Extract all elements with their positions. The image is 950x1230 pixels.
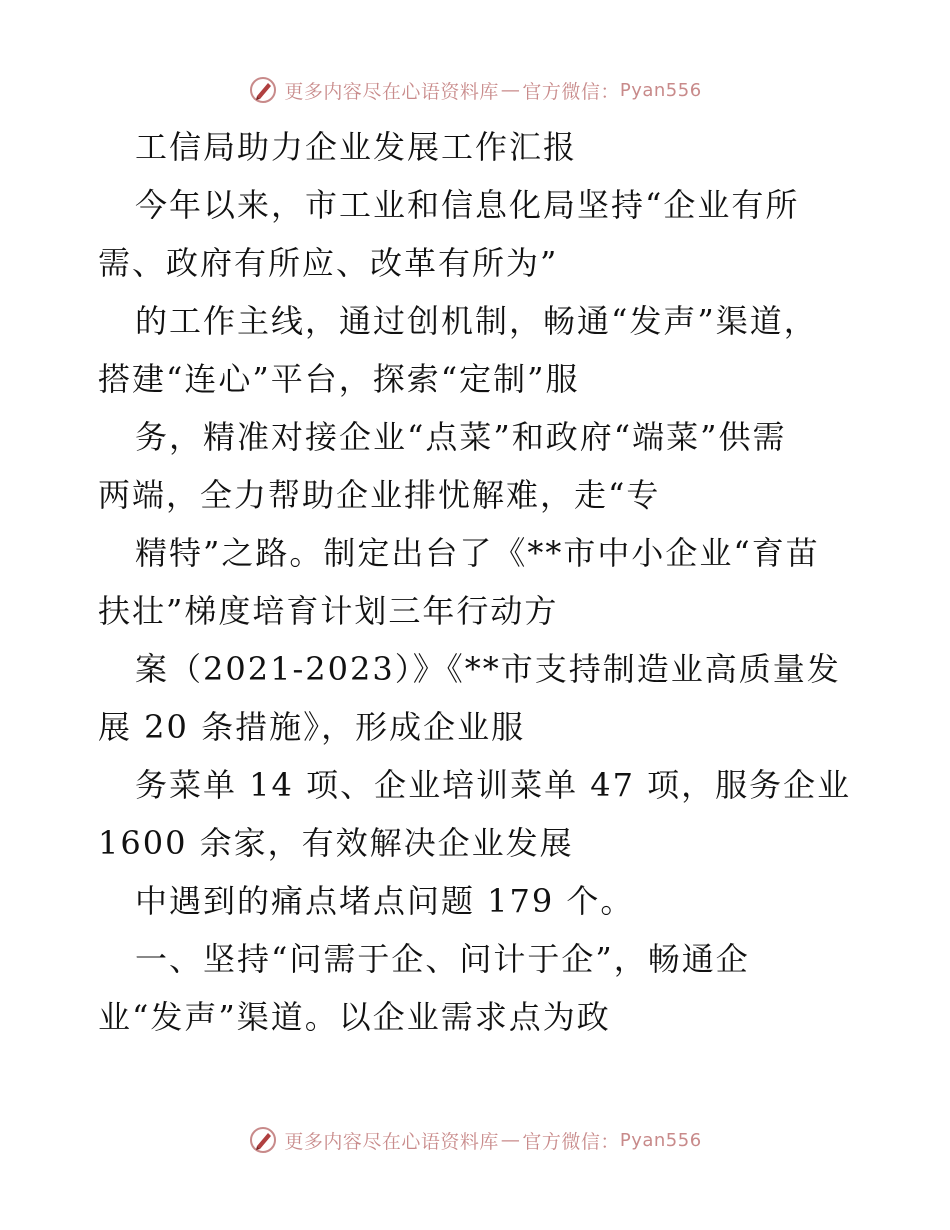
watermark-id: Pyan556 — [619, 1129, 702, 1151]
paragraph-line: 中遇到的痛点堵点问题 179 个。 — [135, 882, 635, 920]
pen-logo-icon — [248, 1125, 278, 1155]
watermark-text: 更多内容尽在心语资料库 — [284, 80, 499, 103]
paragraph-line: 务，精准对接企业“点菜”和政府“端菜”供需 — [135, 418, 787, 456]
paragraph-line: 扶壮”梯度培育计划三年行动方 — [98, 592, 559, 630]
pen-logo-icon — [248, 75, 278, 105]
watermark-label: 官方微信： — [522, 1130, 620, 1153]
watermark-id: Pyan556 — [619, 79, 702, 101]
paragraph-line: 需、政府有所应、改革有所为” — [98, 244, 559, 282]
watermark-text: 更多内容尽在心语资料库 — [284, 1130, 499, 1153]
paragraph-line: 1600 余家，有效解决企业发展 — [98, 824, 574, 862]
paragraph-line: 精特”之路。制定出台了《**市中小企业“育苗 — [135, 534, 820, 572]
paragraph-line: 两端，全力帮助企业排忧解难，走“专 — [98, 476, 661, 514]
paragraph-line: 案（2021-2023）》《**市支持制造业高质量发 — [135, 650, 841, 688]
watermark-label: 官方微信： — [522, 80, 620, 103]
watermark-footer — [0, 1120, 950, 1160]
paragraph-line: 展 20 条措施》，形成企业服 — [98, 708, 526, 746]
watermark-separator: — — [500, 1129, 521, 1151]
paragraph-line: 业“发声”渠道。以企业需求点为政 — [98, 998, 611, 1036]
paragraph-line: 搭建“连心”平台，探索“定制”服 — [98, 360, 580, 398]
paragraph-line: 的工作主线，通过创机制，畅通“发声”渠道， — [135, 302, 818, 340]
watermark-separator: — — [500, 79, 521, 101]
paragraph-line: 务菜单 14 项、企业培训菜单 47 项，服务企业 — [135, 766, 852, 804]
section-heading-line: 一、坚持“问需于企、问计于企”，畅通企 — [135, 940, 750, 978]
watermark-header — [0, 70, 950, 110]
document-body — [98, 118, 868, 1046]
paragraph-line: 今年以来，市工业和信息化局坚持“企业有所 — [135, 186, 800, 224]
document-title: 工信局助力企业发展工作汇报 — [135, 128, 578, 166]
